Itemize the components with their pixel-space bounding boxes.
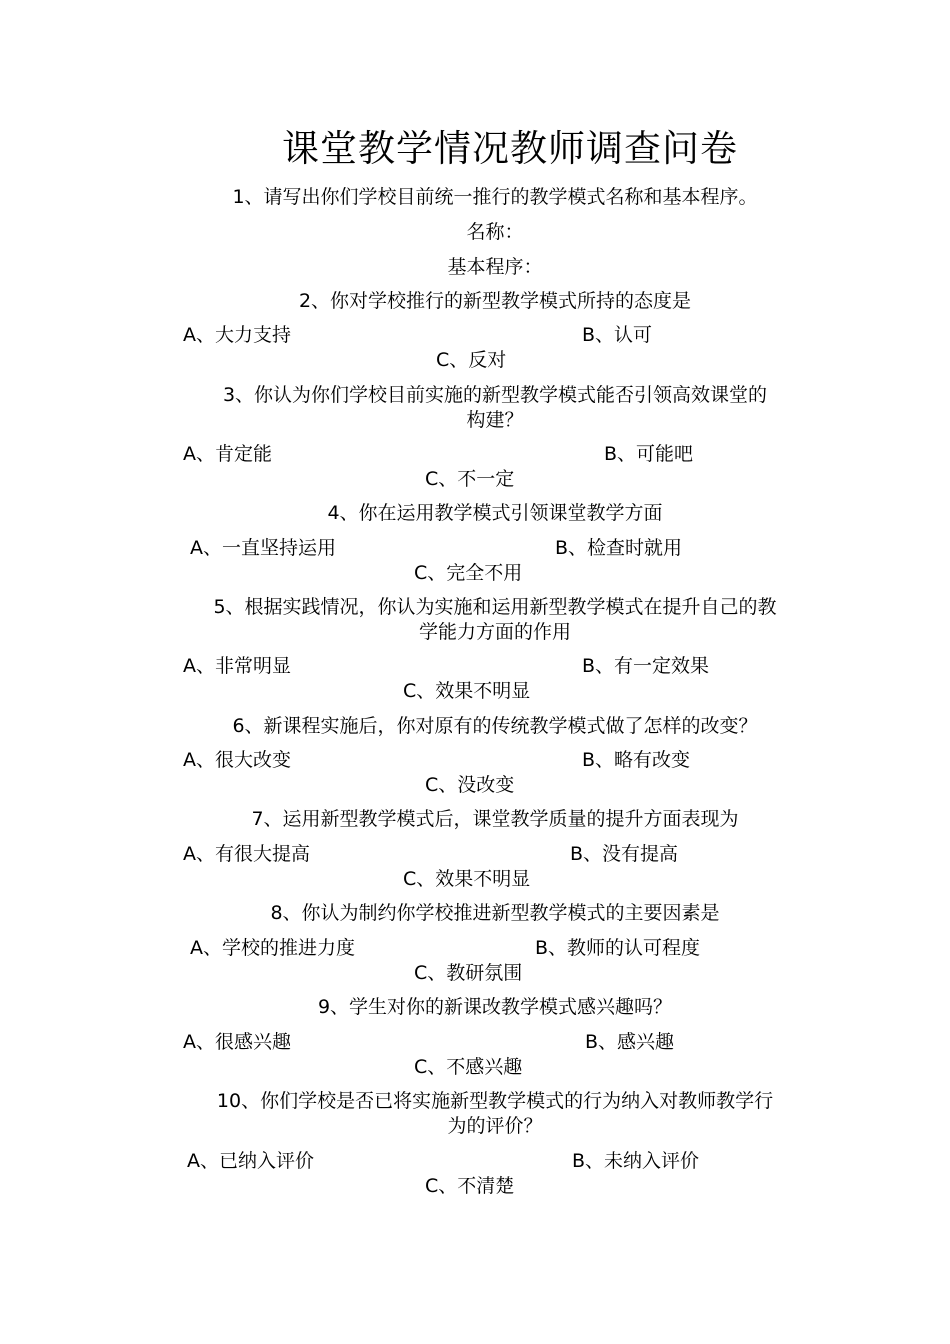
question-8-option-b: B、教师的认可程度: [535, 937, 701, 959]
question-10-text-line-2: 为的评价？: [447, 1115, 543, 1137]
question-2-option-a: A、大力支持: [183, 324, 291, 346]
question-5-option-c: C、效果不明显: [403, 680, 531, 702]
document-title: 课堂教学情况教师调查问卷: [282, 127, 738, 170]
question-1-field-procedure: 基本程序：: [447, 256, 543, 278]
question-10-option-c: C、不清楚: [425, 1175, 515, 1197]
question-3-option-b: B、可能吧: [604, 443, 694, 465]
question-9-option-b: B、感兴趣: [585, 1031, 675, 1053]
question-3-text-line-1: 3、你认为你们学校目前实施的新型教学模式能否引领高效课堂的: [222, 384, 768, 406]
question-2-option-b: B、认可: [582, 324, 653, 346]
question-7-option-a: A、有很大提高: [183, 843, 310, 865]
question-7-text: 7、运用新型教学模式后，课堂教学质量的提升方面表现为: [251, 808, 739, 830]
question-10-option-a: A、已纳入评价: [187, 1150, 314, 1172]
question-2-text: 2、你对学校推行的新型教学模式所持的态度是: [298, 290, 692, 312]
question-6-option-c: C、没改变: [425, 774, 515, 796]
question-1-field-name: 名称：: [466, 221, 524, 243]
question-4-option-b: B、检查时就用: [555, 537, 683, 559]
question-6-option-a: A、很大改变: [183, 749, 291, 771]
question-5-text-line-1: 5、根据实践情况，你认为实施和运用新型教学模式在提升自己的教: [213, 596, 777, 618]
question-9-option-a: A、很感兴趣: [183, 1031, 291, 1053]
question-10-option-b: B、未纳入评价: [572, 1150, 700, 1172]
question-7-option-b: B、没有提高: [570, 843, 679, 865]
question-1-text: 1、请写出你们学校目前统一推行的教学模式名称和基本程序。: [232, 186, 758, 208]
question-3-option-c: C、不一定: [425, 468, 515, 490]
question-4-option-a: A、一直坚持运用: [190, 537, 336, 559]
question-4-text: 4、你在运用教学模式引领课堂教学方面: [327, 502, 663, 524]
question-5-option-b: B、有一定效果: [582, 655, 710, 677]
question-8-option-c: C、教研氛围: [414, 962, 523, 984]
question-4-option-c: C、完全不用: [414, 562, 523, 584]
question-9-option-c: C、不感兴趣: [414, 1056, 523, 1078]
question-5-option-a: A、非常明显: [183, 655, 291, 677]
question-10-text-line-1: 10、你们学校是否已将实施新型教学模式的行为纳入对教师教学行: [216, 1090, 774, 1112]
question-2-option-c: C、反对: [436, 349, 507, 371]
question-5-text-line-2: 学能力方面的作用: [418, 621, 571, 643]
question-3-option-a: A、肯定能: [183, 443, 272, 465]
question-6-option-b: B、略有改变: [582, 749, 691, 771]
question-8-text: 8、你认为制约你学校推进新型教学模式的主要因素是: [270, 902, 720, 924]
question-6-text: 6、新课程实施后，你对原有的传统教学模式做了怎样的改变？: [232, 715, 758, 737]
question-7-option-c: C、效果不明显: [403, 868, 531, 890]
question-8-option-a: A、学校的推进力度: [190, 937, 355, 959]
question-9-text: 9、学生对你的新课改教学模式感兴趣吗？: [317, 996, 673, 1018]
question-3-text-line-2: 构建？: [466, 409, 524, 431]
